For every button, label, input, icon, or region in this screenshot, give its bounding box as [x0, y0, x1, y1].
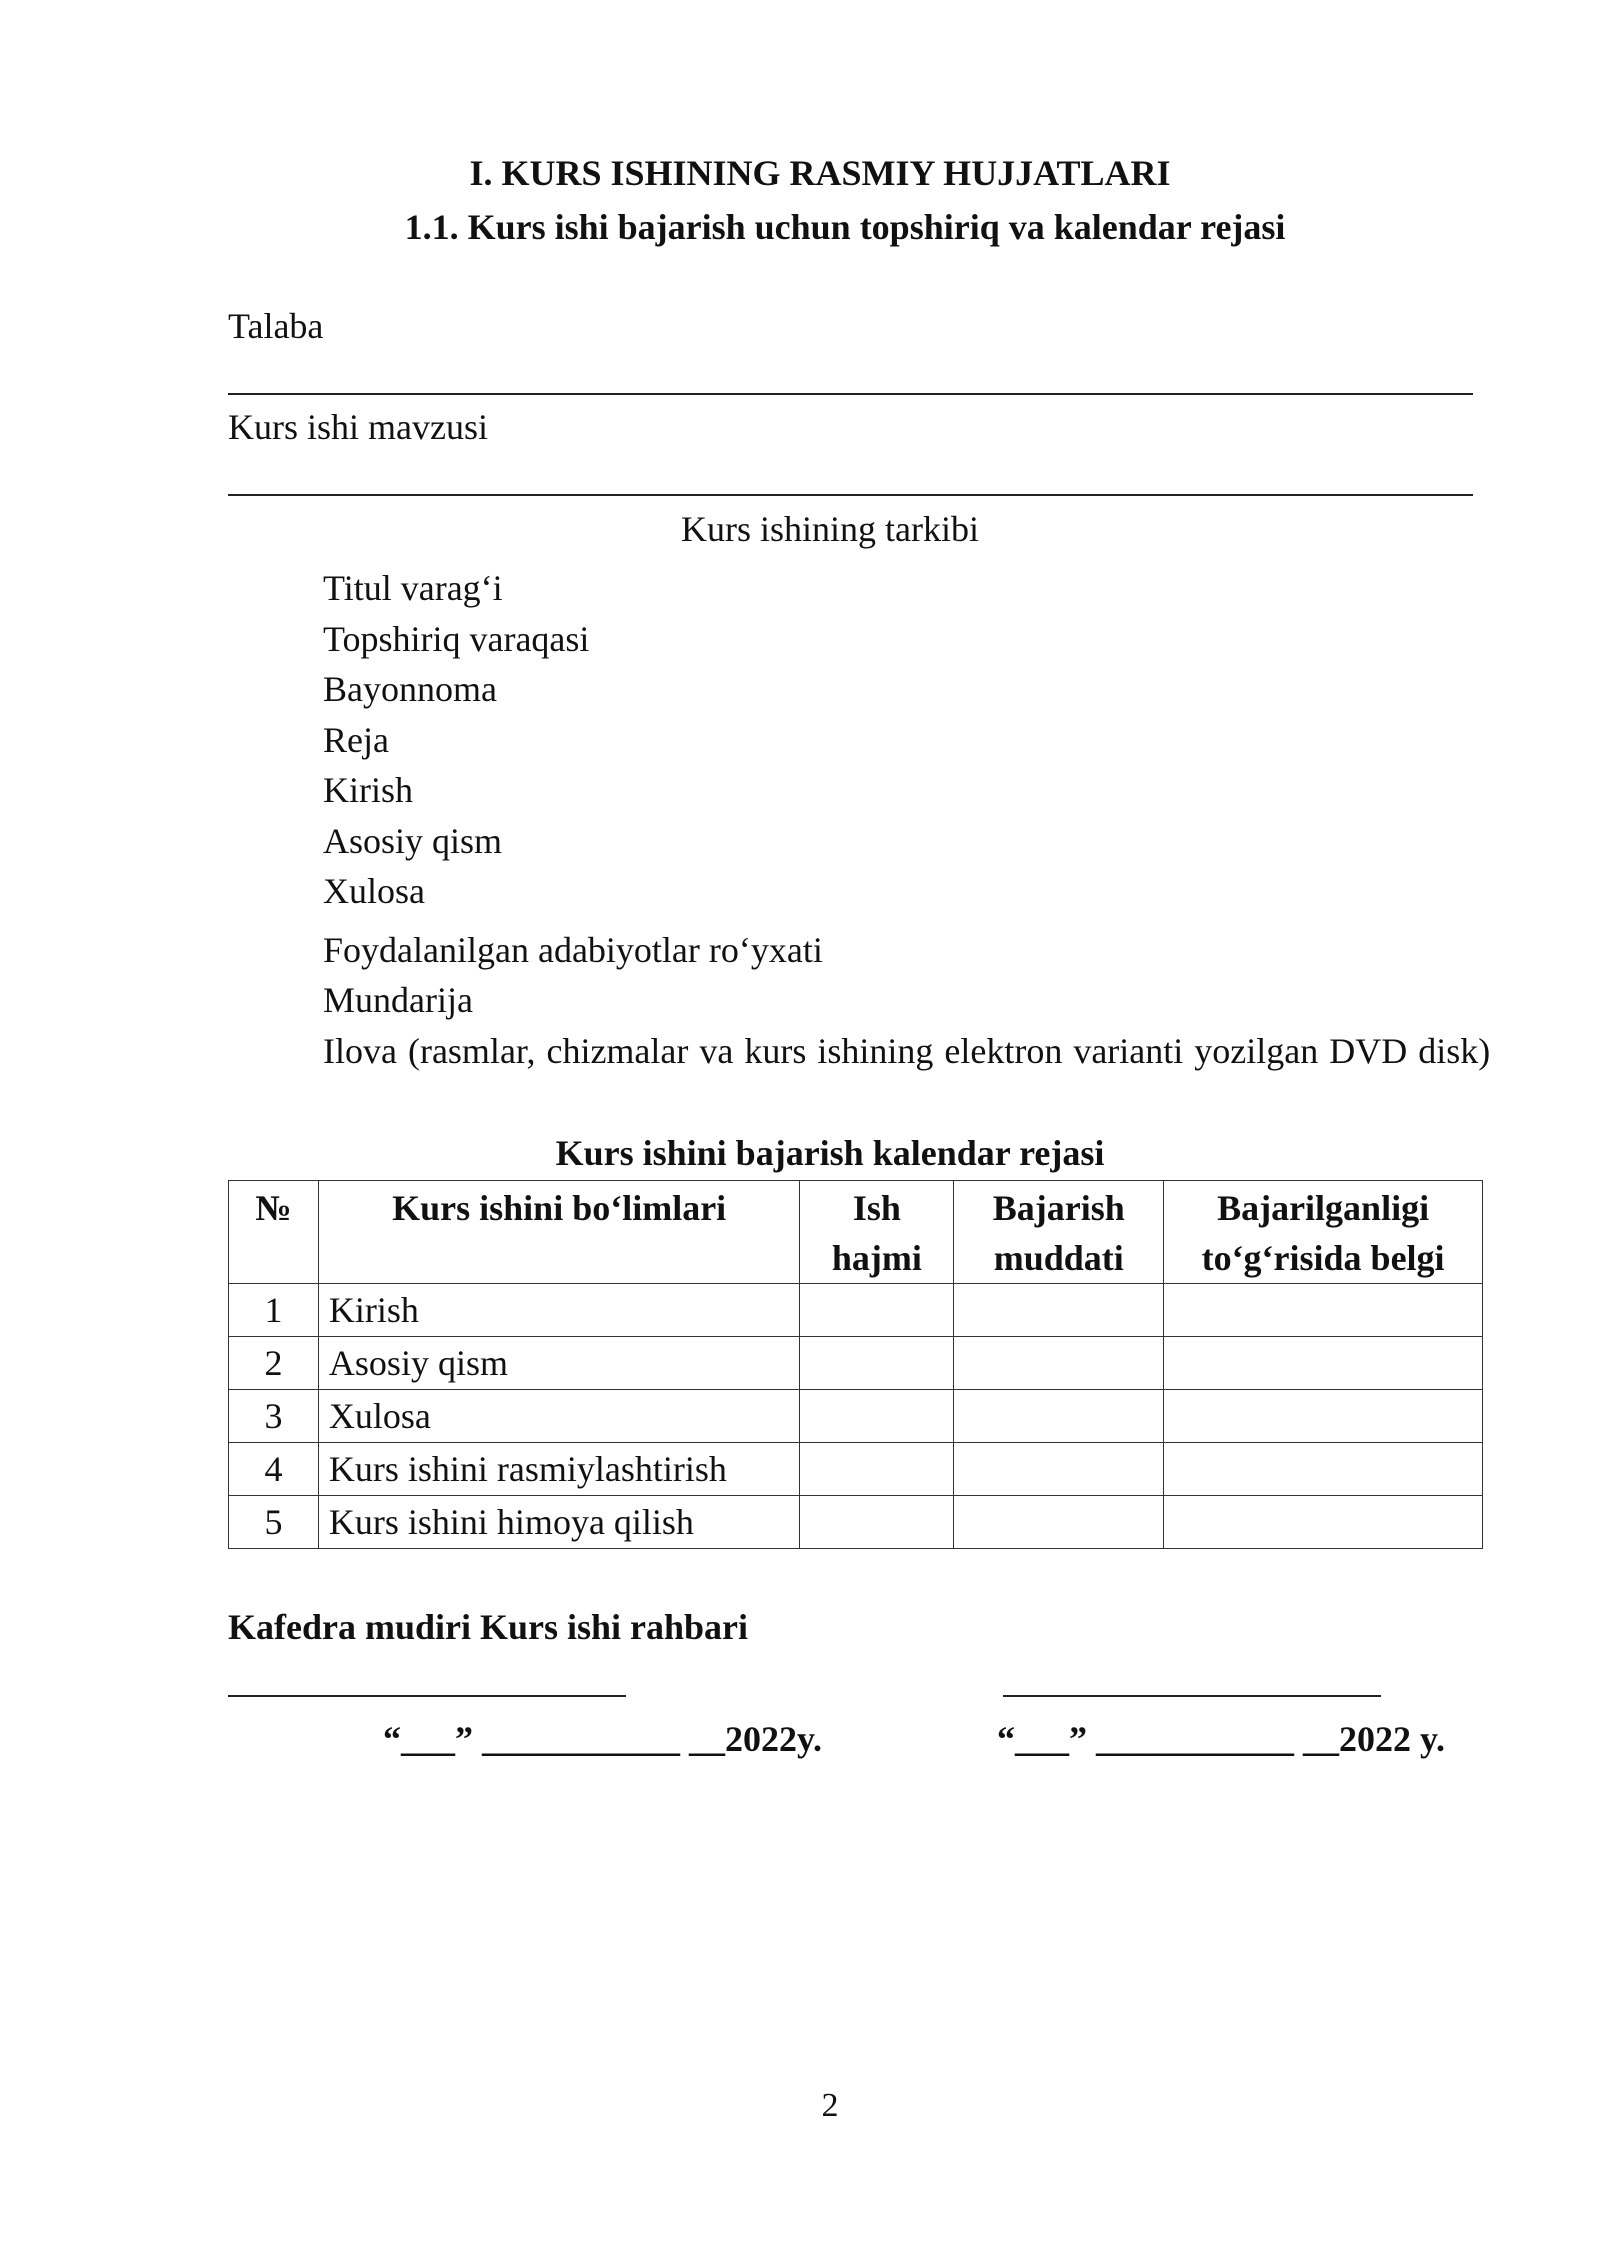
table-row — [229, 1496, 1483, 1549]
supervisor-signature-line — [1003, 1695, 1381, 1697]
row-section: Kurs ishini himoya qilish — [318, 1496, 799, 1549]
table-row — [229, 1284, 1483, 1337]
section-subtitle: 1.1. Kurs ishi bajarish uchun topshiriq va kalendar rejasi — [404, 207, 1286, 247]
student-blank-line — [228, 393, 1473, 395]
row-deadline-cell — [954, 1390, 1164, 1443]
row-section: Xulosa — [318, 1390, 799, 1443]
list-item: Topshiriq varaqasi — [323, 618, 590, 659]
list-item: Foydalanilgan adabiyotlar ro‘yxati — [323, 929, 823, 970]
row-deadline-cell — [954, 1496, 1164, 1549]
list-item: Asosiy qism — [323, 820, 503, 861]
row-volume-cell — [800, 1496, 954, 1549]
head-of-department-signature-line — [228, 1695, 626, 1697]
list-item: Kirish — [323, 770, 413, 810]
student-label: Talaba — [228, 306, 324, 346]
table-row — [229, 1337, 1483, 1390]
row-section: Asosiy qism — [318, 1337, 799, 1390]
calendar-table — [228, 1180, 1483, 1549]
row-mark-cell — [1164, 1390, 1483, 1443]
header-completion-mark: Bajarilganligi to‘g‘risida belgi — [1164, 1181, 1483, 1284]
table-row — [229, 1390, 1483, 1443]
row-section: Kirish — [318, 1284, 799, 1337]
date-right: “___” ___________ __2022 y. — [997, 1719, 1446, 1759]
header-section: Kurs ishini bo‘limlari — [318, 1181, 799, 1284]
row-mark-cell — [1164, 1443, 1483, 1496]
header-deadline: Bajarish muddati — [954, 1181, 1164, 1284]
contents-title: Kurs ishining tarkibi — [681, 509, 979, 549]
row-num: 2 — [229, 1337, 319, 1390]
row-volume-cell — [800, 1284, 954, 1337]
signatories-label: Kafedra mudiri Kurs ishi rahbari — [228, 1607, 749, 1647]
page-number: 2 — [821, 2087, 839, 2124]
list-item: Ilova (rasmlar, chizmalar va kurs ishining elektron varianti yozilgan DVD disk) — [323, 1030, 1491, 1071]
row-volume-cell — [800, 1443, 954, 1496]
row-deadline-cell — [954, 1284, 1164, 1337]
header-volume: Ish hajmi — [800, 1181, 954, 1284]
topic-blank-line — [228, 494, 1473, 496]
row-volume-cell — [800, 1337, 954, 1390]
row-num: 1 — [229, 1284, 319, 1337]
date-left: “___” ___________ __2022y. — [383, 1719, 823, 1759]
section-title: I. KURS ISHINING RASMIY HUJJATLARI — [469, 153, 1171, 193]
list-item: Reja — [323, 719, 389, 760]
header-num: № — [229, 1181, 319, 1284]
list-item: Titul varag‘i — [323, 568, 503, 608]
row-deadline-cell — [954, 1337, 1164, 1390]
table-header-row — [229, 1181, 1483, 1284]
row-mark-cell — [1164, 1496, 1483, 1549]
row-num: 4 — [229, 1443, 319, 1496]
calendar-title: Kurs ishini bajarish kalendar rejasi — [555, 1133, 1105, 1173]
topic-label: Kurs ishi mavzusi — [228, 407, 488, 447]
row-num: 3 — [229, 1390, 319, 1443]
table-row — [229, 1443, 1483, 1496]
row-num: 5 — [229, 1496, 319, 1549]
list-item: Mundarija — [323, 980, 473, 1020]
list-item: Bayonnoma — [323, 669, 497, 709]
contents-list — [323, 563, 1493, 1076]
list-item: Xulosa — [323, 871, 425, 911]
row-mark-cell — [1164, 1337, 1483, 1390]
row-section: Kurs ishini rasmiylashtirish — [318, 1443, 799, 1496]
row-volume-cell — [800, 1390, 954, 1443]
row-deadline-cell — [954, 1443, 1164, 1496]
row-mark-cell — [1164, 1284, 1483, 1337]
